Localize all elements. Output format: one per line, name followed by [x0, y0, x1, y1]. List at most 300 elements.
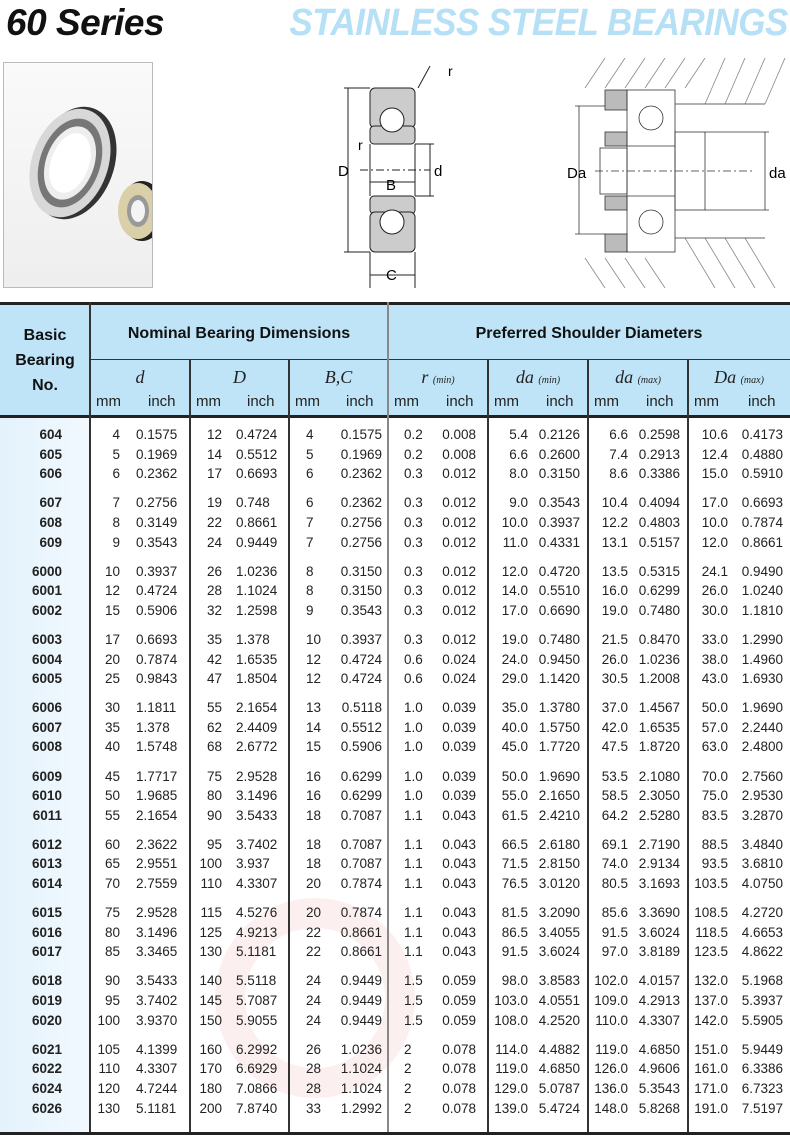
bearing-no: 6002 — [31, 602, 62, 618]
table-cell: 28 — [306, 1080, 322, 1096]
table-cell: 3.7402 — [236, 836, 278, 852]
table-cell: 3.4840 — [741, 836, 783, 852]
table-cell: 0.4173 — [741, 427, 783, 442]
table-cell: 4.4882 — [538, 1041, 580, 1057]
bearing-no: 6006 — [31, 700, 62, 716]
table-cell: 0.5118 — [341, 700, 382, 716]
table-cell: 0.4880 — [741, 446, 783, 462]
unit-mm: mm — [694, 393, 719, 410]
table-cell: 3.937 — [236, 856, 270, 872]
table-cell: 1.5748 — [136, 739, 178, 755]
table-cell: 0.6299 — [340, 788, 382, 804]
table-cell: 1.5 — [404, 993, 423, 1008]
table-cell: 5.1181 — [236, 944, 277, 960]
table-cell: 0.2362 — [340, 466, 382, 482]
table-cell: 3.3690 — [638, 905, 680, 921]
table-cell: 15 — [306, 739, 322, 755]
table-cell: 1.0 — [404, 788, 423, 804]
table-cell: 6.7323 — [741, 1080, 783, 1096]
table-cell: 8.6 — [609, 466, 628, 482]
table-cell: 12.4 — [701, 446, 728, 462]
unit-mm: mm — [295, 393, 320, 410]
table-cell: 0.8661 — [741, 534, 783, 550]
table-cell: 37.0 — [601, 700, 628, 716]
table-cell: 35 — [206, 631, 222, 647]
bearing-no: 6004 — [31, 651, 62, 667]
table-cell: 7 — [306, 534, 314, 550]
table-cell: 110 — [98, 1061, 120, 1077]
table-cell: 0.7874 — [741, 514, 783, 530]
table-cell: 0.6299 — [340, 768, 382, 784]
table-cell: 12 — [306, 671, 322, 687]
table-cell: 16 — [306, 788, 322, 804]
table-cell: 125 — [199, 924, 222, 940]
table-cell: 103.0 — [494, 993, 528, 1008]
unit-inch: inch — [148, 393, 176, 410]
column-symbol — [388, 367, 488, 388]
unit-mm: mm — [96, 393, 121, 410]
table-cell: 3.1496 — [236, 788, 278, 804]
table-cell: 0.7874 — [340, 876, 382, 891]
table-cell: 2.9134 — [638, 856, 680, 872]
table-cell: 3.6810 — [741, 856, 783, 872]
table-row — [0, 786, 790, 806]
table-cell: 1.0 — [404, 719, 423, 735]
table-cell: 14 — [306, 719, 322, 735]
table-row — [0, 650, 790, 670]
symbol-qualifier: (min) — [432, 375, 455, 386]
table-cell: 3.7402 — [136, 993, 178, 1008]
table-cell: 110.0 — [595, 1012, 628, 1028]
table-row — [0, 1011, 790, 1031]
table-cell: 0.5512 — [236, 446, 278, 462]
bearing-no: 6007 — [31, 719, 62, 735]
table-cell: 0.9449 — [236, 534, 278, 550]
table-cell: 45.0 — [501, 739, 528, 755]
table-cell: 1.1 — [404, 905, 423, 921]
table-cell: 0.4803 — [638, 514, 680, 530]
shoulder-mounting-diagram — [565, 58, 790, 288]
bearing-no: 609 — [39, 534, 62, 550]
table-cell: 10.4 — [601, 495, 628, 511]
table-cell: 0.9843 — [136, 671, 178, 687]
table-cell: 2 — [404, 1041, 412, 1057]
table-cell: 7.8740 — [236, 1100, 278, 1116]
table-cell: 28 — [206, 583, 222, 599]
table-cell: 20 — [104, 651, 120, 667]
table-cell: 7.0866 — [236, 1080, 278, 1096]
bearing-no: 6001 — [31, 583, 62, 599]
bearing-dimension-diagram — [330, 58, 470, 288]
table-cell: 0.3 — [404, 583, 423, 599]
bearing-no: 6012 — [31, 836, 62, 852]
table-cell: 1.7720 — [538, 739, 580, 755]
table-cell: 6 — [306, 495, 314, 511]
table-cell: 0.008 — [442, 427, 476, 442]
table-cell: 10 — [306, 631, 322, 647]
table-cell: 1.378 — [236, 631, 270, 647]
bearing-no: 6022 — [31, 1061, 62, 1077]
table-cell: 70.0 — [701, 768, 728, 784]
table-cell: 0.008 — [442, 446, 476, 462]
bearing-no: 6020 — [31, 1012, 62, 1028]
table-cell: 4.8622 — [741, 944, 783, 960]
table-cell: 115 — [200, 905, 222, 921]
table-cell: 28 — [306, 1061, 322, 1077]
table-cell: 0.7874 — [136, 651, 178, 667]
table-cell: 1.3780 — [538, 700, 580, 716]
table-cell: 0.2 — [404, 427, 423, 442]
table-cell: 14 — [206, 446, 222, 462]
table-cell: 3.0120 — [538, 876, 580, 891]
table-cell: 2 — [404, 1100, 412, 1116]
table-cell: 1.1024 — [340, 1061, 382, 1077]
table-cell: 17.0 — [501, 602, 528, 618]
bearing-no: 604 — [39, 427, 62, 442]
table-cell: 0.043 — [442, 807, 476, 823]
table-cell: 191.0 — [694, 1100, 728, 1116]
table-cell: 12 — [306, 651, 322, 667]
table-cell: 1.0 — [404, 700, 423, 716]
table-cell: 0.3543 — [136, 534, 178, 550]
unit-inch: inch — [748, 393, 776, 410]
table-cell: 43.0 — [701, 671, 728, 687]
table-cell: 110 — [200, 876, 222, 891]
table-cell: 3.8189 — [638, 944, 680, 960]
table-row — [0, 942, 790, 962]
table-cell: 5.4 — [509, 427, 528, 442]
table-cell: 2.6180 — [538, 836, 580, 852]
unit-mm: mm — [196, 393, 221, 410]
table-cell: 91.5 — [601, 924, 628, 940]
table-cell: 4.1399 — [136, 1041, 178, 1057]
table-cell: 0.3937 — [136, 563, 178, 579]
table-cell: 2 — [404, 1061, 412, 1077]
bearing-no: 6019 — [31, 993, 62, 1008]
table-cell: 0.078 — [442, 1080, 476, 1096]
table-cell: 13 — [306, 700, 322, 716]
unit-inch: inch — [546, 393, 574, 410]
table-cell: 8 — [112, 514, 120, 530]
table-cell: 12 — [206, 427, 222, 442]
table-cell: 0.5510 — [538, 583, 580, 599]
table-bottom-rule — [0, 1132, 790, 1135]
table-cell: 80 — [104, 924, 120, 940]
column-symbol — [289, 367, 388, 388]
symbol-text: B,C — [324, 367, 353, 387]
table-cell: 0.5910 — [741, 466, 783, 482]
table-cell: 200 — [199, 1100, 222, 1116]
table-cell: 80.5 — [601, 876, 628, 891]
table-cell: 9 — [112, 534, 120, 550]
symbol-qualifier: (min) — [538, 375, 561, 386]
table-cell: 5.3937 — [741, 993, 783, 1008]
table-cell: 1.2598 — [236, 602, 278, 618]
table-cell: 0.1575 — [340, 427, 382, 442]
table-row — [0, 874, 790, 894]
table-row — [0, 581, 790, 601]
table-cell: 0.2362 — [340, 495, 382, 511]
table-cell: 15.0 — [701, 466, 728, 482]
table-cell: 90 — [104, 973, 120, 989]
table-cell: 74.0 — [601, 856, 628, 872]
table-cell: 8 — [306, 583, 314, 599]
table-cell: 7.5197 — [741, 1100, 783, 1116]
table-cell: 0.039 — [442, 739, 476, 755]
table-cell: 22 — [206, 514, 222, 530]
table-cell: 132.0 — [694, 973, 728, 989]
table-row — [0, 1079, 790, 1099]
table-cell: 1.1 — [404, 856, 423, 872]
table-cell: 95 — [104, 993, 120, 1008]
column-symbol — [588, 367, 688, 388]
table-cell: 1.5750 — [538, 719, 580, 735]
table-cell: 16 — [306, 768, 322, 784]
table-cell: 26 — [206, 563, 222, 579]
table-cell: 4.2720 — [741, 905, 783, 921]
table-cell: 24.1 — [701, 563, 728, 579]
table-cell: 0.8661 — [340, 924, 382, 940]
table-row — [0, 698, 790, 718]
table-cell: 2.7559 — [136, 876, 178, 891]
label-Da: Da — [567, 165, 587, 182]
table-cell: 2 — [404, 1080, 412, 1096]
table-cell: 20 — [306, 876, 322, 891]
column-divider — [89, 302, 91, 1132]
table-cell: 1.1810 — [741, 602, 783, 618]
table-cell: 0.2756 — [136, 495, 178, 511]
table-cell: 100 — [97, 1012, 120, 1028]
table-cell: 0.3386 — [638, 466, 680, 482]
table-cell: 0.059 — [442, 973, 476, 989]
table-row — [0, 835, 790, 855]
table-cell: 22 — [306, 944, 322, 960]
table-cell: 1.1811 — [136, 700, 177, 716]
table-row — [0, 513, 790, 533]
table-cell: 97.0 — [601, 944, 628, 960]
table-cell: 1.9690 — [741, 700, 783, 716]
table-cell: 0.7874 — [340, 905, 382, 921]
table-cell: 4 — [112, 427, 120, 442]
table-cell: 86.5 — [501, 924, 528, 940]
table-cell: 0.012 — [442, 534, 476, 550]
table-cell: 6.6929 — [236, 1061, 278, 1077]
table-cell: 0.3 — [404, 602, 423, 618]
table-row — [0, 1099, 790, 1119]
table-cell: 5.5905 — [741, 1012, 783, 1028]
bearing-no: 605 — [39, 446, 62, 462]
table-cell: 38.0 — [701, 651, 728, 667]
bearing-no: 6000 — [31, 563, 62, 579]
table-cell: 0.078 — [442, 1041, 476, 1057]
table-cell: 4.0551 — [538, 993, 580, 1008]
table-cell: 126.0 — [594, 1061, 628, 1077]
table-cell: 0.3150 — [340, 563, 382, 579]
table-cell: 0.043 — [442, 924, 476, 940]
table-cell: 3.2090 — [538, 905, 580, 921]
table-cell: 10.6 — [701, 427, 728, 442]
table-cell: 0.2126 — [538, 427, 580, 442]
table-cell: 0.6690 — [538, 602, 580, 618]
header-line: Bearing — [15, 352, 75, 369]
table-cell: 0.748 — [236, 495, 270, 511]
table-cell: 0.3150 — [340, 583, 382, 599]
symbol-text: Da — [714, 367, 737, 387]
bearing-no: 6017 — [31, 944, 62, 960]
column-divider — [687, 359, 689, 1132]
table-cell: 47 — [206, 671, 222, 687]
column-symbol — [688, 367, 790, 388]
table-cell: 8 — [306, 563, 314, 579]
table-cell: 35 — [104, 719, 120, 735]
table-cell: 5.9449 — [741, 1041, 783, 1057]
table-cell: 12.2 — [601, 514, 628, 530]
table-cell: 0.043 — [442, 836, 476, 852]
table-cell: 1.2992 — [340, 1100, 382, 1116]
table-cell: 16.0 — [601, 583, 628, 599]
table-cell: 0.5315 — [638, 563, 680, 579]
table-cell: 0.039 — [442, 719, 476, 735]
table-cell: 0.012 — [442, 563, 476, 579]
table-cell: 151.0 — [694, 1041, 728, 1057]
table-cell: 0.4724 — [136, 583, 178, 599]
table-cell: 0.039 — [442, 700, 476, 716]
table-cell: 0.6693 — [236, 466, 278, 482]
table-cell: 0.043 — [442, 876, 476, 891]
column-divider — [487, 359, 489, 1132]
table-cell: 50.0 — [501, 768, 528, 784]
table-cell: 4.7244 — [136, 1080, 178, 1096]
unit-inch: inch — [247, 393, 275, 410]
table-cell: 1.2990 — [741, 631, 783, 647]
table-cell: 0.059 — [442, 993, 476, 1008]
table-cell: 0.2600 — [538, 446, 580, 462]
table-cell: 17 — [104, 631, 120, 647]
bearing-photo — [3, 62, 153, 288]
table-cell: 0.024 — [442, 671, 476, 687]
table-cell: 1.8504 — [236, 671, 278, 687]
table-row — [0, 923, 790, 943]
table-cell: 98.0 — [501, 973, 528, 989]
table-cell: 0.6 — [404, 651, 423, 667]
table-cell: 171.0 — [694, 1080, 728, 1096]
table-cell: 3.9370 — [136, 1012, 178, 1028]
table-cell: 0.3937 — [340, 631, 382, 647]
bearing-no: 6021 — [31, 1041, 62, 1057]
table-cell: 3.5433 — [136, 973, 178, 989]
column-symbol — [488, 367, 588, 388]
table-cell: 15 — [104, 602, 120, 618]
table-cell: 24 — [306, 993, 322, 1008]
table-cell: 108.0 — [494, 1012, 528, 1028]
table-cell: 1.1 — [404, 836, 423, 852]
table-cell: 11.0 — [502, 534, 528, 550]
table-cell: 137.0 — [694, 993, 728, 1008]
table-row — [0, 1040, 790, 1060]
basic-bearing-no-header — [0, 323, 90, 398]
table-cell: 3.5433 — [236, 807, 278, 823]
label-da: da — [769, 165, 786, 182]
bearing-no: 6015 — [31, 905, 62, 921]
label-d: d — [434, 163, 443, 180]
table-cell: 4.5276 — [236, 905, 278, 921]
table-cell: 4.9213 — [236, 924, 278, 940]
column-divider — [189, 359, 191, 1132]
table-cell: 32 — [206, 602, 222, 618]
table-cell: 0.6299 — [638, 583, 680, 599]
table-cell: 1.1024 — [236, 583, 278, 599]
table-cell: 103.5 — [694, 876, 728, 891]
symbol-text: d — [135, 367, 145, 387]
table-cell: 0.1969 — [136, 446, 178, 462]
table-cell: 4.3307 — [638, 1012, 680, 1028]
header-divider — [90, 359, 790, 360]
table-cell: 60 — [104, 836, 120, 852]
table-cell: 42.0 — [601, 719, 628, 735]
table-cell: 7.4 — [609, 446, 628, 462]
column-symbol — [190, 367, 289, 388]
table-cell: 0.9449 — [340, 973, 382, 989]
table-cell: 118.5 — [695, 924, 728, 940]
table-cell: 25 — [104, 671, 120, 687]
table-cell: 88.5 — [701, 836, 728, 852]
table-cell: 8.0 — [509, 466, 528, 482]
table-cell: 0.3 — [404, 563, 423, 579]
table-cell: 63.0 — [701, 739, 728, 755]
table-cell: 0.7480 — [638, 602, 680, 618]
table-row — [0, 903, 790, 923]
table-cell: 12.0 — [701, 534, 728, 550]
table-cell: 123.5 — [694, 944, 728, 960]
table-cell: 53.5 — [601, 768, 628, 784]
table-cell: 4.9606 — [638, 1061, 680, 1077]
table-cell: 12 — [104, 583, 120, 599]
table-cell: 1.0 — [404, 739, 423, 755]
table-row — [0, 1059, 790, 1079]
table-cell: 75.0 — [701, 788, 728, 804]
table-cell: 1.4567 — [638, 700, 680, 716]
table-cell: 3.2870 — [741, 807, 783, 823]
table-cell: 65 — [104, 856, 120, 872]
column-divider — [387, 302, 389, 1132]
table-cell: 1.0236 — [340, 1041, 382, 1057]
table-cell: 3.6024 — [538, 944, 580, 960]
table-cell: 30.0 — [701, 602, 728, 618]
table-cell: 5 — [112, 446, 120, 462]
table-cell: 10.0 — [701, 514, 728, 530]
symbol-qualifier: (max) — [637, 375, 661, 386]
table-cell: 85 — [104, 944, 120, 960]
table-cell: 0.012 — [442, 631, 476, 647]
bearing-no: 6016 — [31, 924, 62, 940]
table-cell: 2.1650 — [538, 788, 580, 804]
table-cell: 5.5118 — [236, 973, 277, 989]
table-cell: 1.1024 — [340, 1080, 382, 1096]
column-divider — [288, 359, 290, 1132]
table-cell: 0.9490 — [741, 563, 783, 579]
table-cell: 1.5 — [404, 1012, 423, 1028]
table-cell: 161.0 — [694, 1061, 728, 1077]
table-cell: 1.5 — [404, 973, 423, 989]
table-cell: 120 — [97, 1080, 120, 1096]
table-cell: 5.0787 — [538, 1080, 580, 1096]
table-cell: 2.4409 — [236, 719, 278, 735]
table-cell: 5.3543 — [638, 1080, 680, 1096]
unit-mm: mm — [594, 393, 619, 410]
table-cell: 0.024 — [442, 651, 476, 667]
table-cell: 0.5906 — [136, 602, 178, 618]
bearing-no: 6024 — [31, 1080, 62, 1096]
